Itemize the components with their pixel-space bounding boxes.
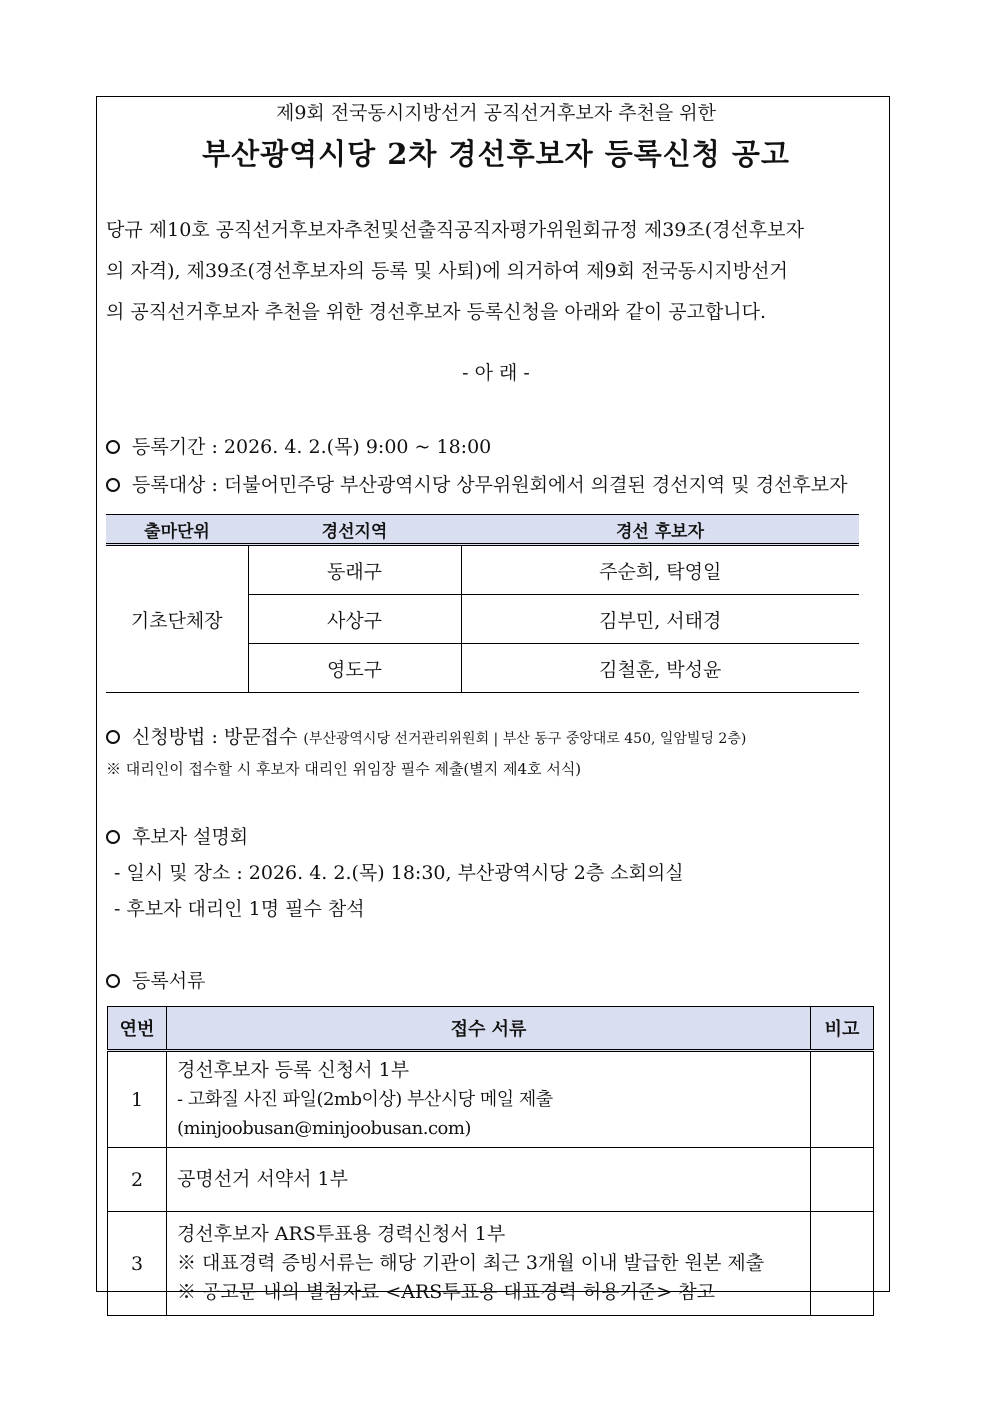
registration-period: [106, 432, 491, 459]
doc-line: 경선후보자 ARS투표용 경력신청서 1부: [177, 1223, 506, 1245]
note-cell: [811, 1212, 874, 1316]
doc-line: - 고화질 사진 파일(2mb이상) 부산시당 메일 제출(minjoobusan@minjoobusan.com): [177, 1089, 553, 1139]
header-note: 비고: [811, 1007, 874, 1051]
header-candidates: 경선 후보자: [461, 515, 859, 545]
doc-cell: [167, 1051, 811, 1148]
table-row: [108, 1051, 874, 1148]
intro-line: 당규 제10호 공직선거후보자추천및선출직공직자평가위원회규정 제39조(경선후보자: [106, 219, 804, 241]
documents-table: [107, 1006, 874, 1316]
doc-line: 경선후보자 등록 신청서 1부: [177, 1059, 410, 1081]
section-heading-arae: - 아 래 -: [462, 362, 530, 384]
documents-title: 등록서류: [132, 970, 206, 992]
briefing-datetime: - 일시 및 장소 : 2026. 4. 2.(목) 18:30, 부산광역시당 2층 소회의실: [114, 862, 684, 884]
region-cell: 영도구: [248, 644, 461, 693]
intro-line: 의 자격), 제39조(경선후보자의 등록 및 사퇴)에 의거하여 제9회 전국동시지방선거: [106, 260, 788, 282]
note-cell: [811, 1051, 874, 1148]
circle-bullet-icon: [106, 974, 120, 988]
briefing-section: [106, 822, 248, 849]
region-cell: 동래구: [248, 545, 461, 595]
table-header-row: [108, 1007, 874, 1051]
row-number: 1: [108, 1051, 167, 1148]
names-cell: 주순희, 탁영일: [461, 545, 859, 595]
header-region: 경선지역: [248, 515, 461, 545]
target-text: 등록대상 : 더불어민주당 부산광역시당 상무위원회에서 의결된 경선지역 및 경선후보자: [132, 474, 848, 496]
intro-paragraph: [106, 210, 886, 333]
candidates-table: [106, 514, 859, 693]
doc-cell: [167, 1148, 811, 1212]
header-no: 연번: [108, 1007, 167, 1051]
header-unit: 출마단위: [106, 515, 248, 545]
circle-bullet-icon: [106, 730, 120, 744]
notice-subtitle: 제9회 전국동시지방선거 공직선거후보자 추천을 위한: [275, 102, 717, 124]
method-label: 신청방법 : 방문접수: [132, 726, 298, 748]
period-text: 등록기간 : 2026. 4. 2.(목) 9:00 ~ 18:00: [132, 436, 492, 458]
names-cell: 김부민, 서태경: [461, 595, 859, 644]
table-row: [106, 545, 859, 595]
table-header-row: [106, 515, 859, 545]
table-row: [108, 1148, 874, 1212]
names-cell: 김철훈, 박성윤: [461, 644, 859, 693]
application-method: [106, 722, 746, 749]
table-row: [108, 1212, 874, 1316]
header-docs: 접수 서류: [167, 1007, 811, 1051]
doc-line: 공명선거 서약서 1부: [177, 1168, 348, 1190]
doc-line: ※ 공고문 내의 별첨자료 <ARS투표용 대표경력 허용기준> 참고: [177, 1281, 715, 1303]
briefing-attendance: - 후보자 대리인 1명 필수 참석: [114, 898, 365, 920]
documents-section: [106, 966, 205, 993]
doc-line: ※ 대표경력 증빙서류는 해당 기관이 최근 3개월 이내 발급한 원본 제출: [177, 1252, 765, 1274]
unit-cell: 기초단체장: [106, 545, 248, 693]
circle-bullet-icon: [106, 830, 120, 844]
briefing-title: 후보자 설명회: [132, 826, 249, 848]
circle-bullet-icon: [106, 478, 120, 492]
row-number: 3: [108, 1212, 167, 1316]
intro-line: 의 공직선거후보자 추천을 위한 경선후보자 등록신청을 아래와 같이 공고합니다.: [106, 301, 767, 323]
registration-target: [106, 470, 847, 497]
proxy-note: ※ 대리인이 접수할 시 후보자 대리인 위임장 필수 제출(별지 제4호 서식): [106, 760, 582, 778]
note-cell: [811, 1148, 874, 1212]
circle-bullet-icon: [106, 440, 120, 454]
doc-cell: [167, 1212, 811, 1316]
method-detail: (부산광역시당 선거관리위원회 | 부산 동구 중앙대로 450, 일암빌딩 2층): [303, 731, 747, 747]
row-number: 2: [108, 1148, 167, 1212]
region-cell: 사상구: [248, 595, 461, 644]
notice-title: 부산광역시당 2차 경선후보자 등록신청 공고: [202, 137, 790, 171]
